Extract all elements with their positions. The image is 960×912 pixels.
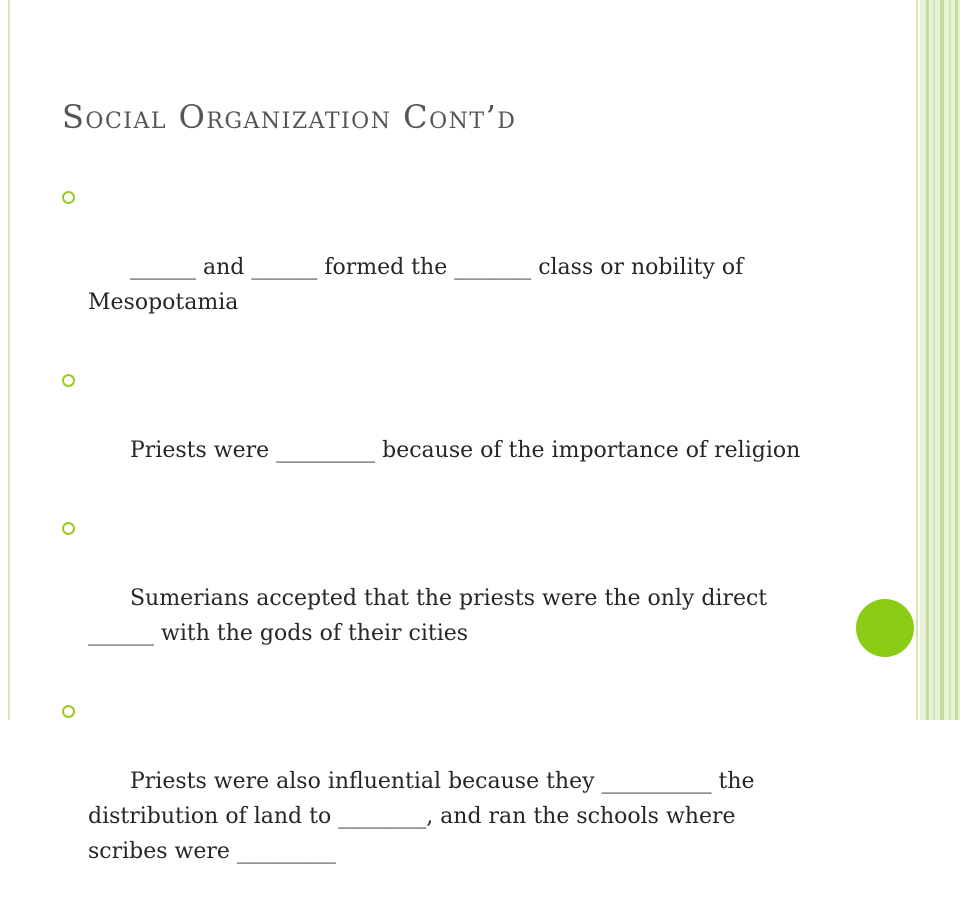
bullet-text: Sumerians accepted that the priests were the only direct ______ with the gods of their cities xyxy=(88,586,775,646)
right-frame-line xyxy=(916,0,918,720)
bullet-list xyxy=(62,180,822,912)
bullet-icon xyxy=(62,191,75,204)
bullet-item xyxy=(62,180,822,355)
bullet-text: Priests were also influential because they __________ the distribution of land to ________, and ran the schools where scribes were _________ xyxy=(88,769,762,864)
slide-title: Social Organization Cont’d xyxy=(62,98,517,136)
bullet-item xyxy=(62,511,822,686)
stripe xyxy=(949,0,951,720)
stripe xyxy=(933,0,935,720)
bullet-icon xyxy=(62,374,75,387)
bullet-item xyxy=(62,694,822,904)
stripe xyxy=(940,0,944,720)
stripe xyxy=(926,0,929,720)
bullet-text: Priests were _________ because of the importance of religion xyxy=(129,438,801,463)
decorative-stripes xyxy=(920,0,960,720)
bullet-icon xyxy=(62,522,75,535)
left-frame-line xyxy=(8,0,10,720)
bullet-item xyxy=(62,363,822,503)
bullet-icon xyxy=(62,705,75,718)
bullet-text: ______ and ______ formed the _______ class or nobility of Mesopotamia xyxy=(88,255,751,315)
stripe xyxy=(955,0,958,720)
green-circle-icon xyxy=(856,599,914,657)
